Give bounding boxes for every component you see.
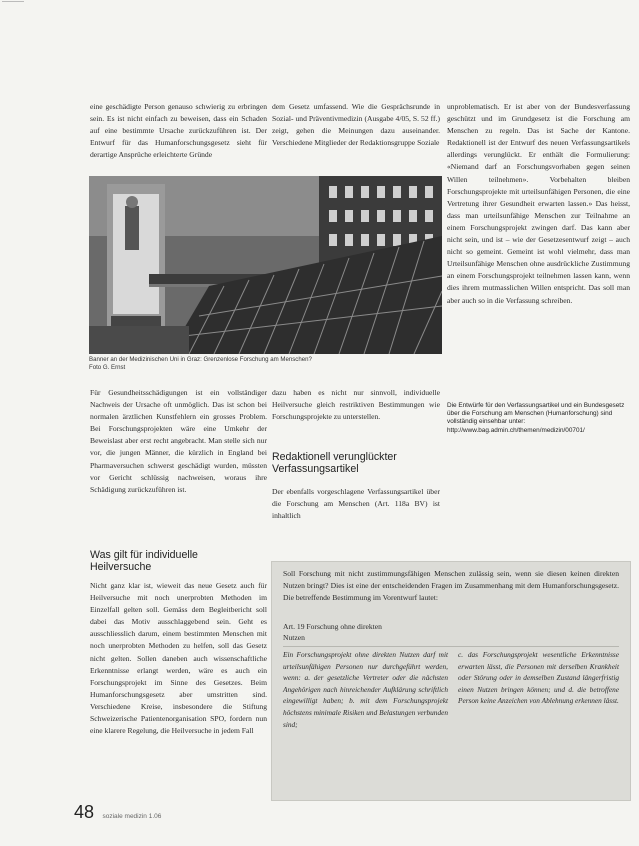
article-text-right: c. das Forschungsprojekt wesentliche Erkenntnisse erwarten lässt, die Personen mit derselben Krankheit oder Störung oder in demselben Zustand längerfristig einen Nutzen bringen können; und d. die betroffene Person keine Anzeichen von Ablehnung erkennen lässt. xyxy=(458,650,619,706)
side-note: Die Entwürfe für den Verfassungsartikel und ein Bundesgesetz über die Forschung am Menschen (Humanforschung) sind vollständig einsehbar unter: http://www.bag.admin.ch/themen/medizin/00701/ xyxy=(447,402,625,434)
building-photo xyxy=(89,176,442,354)
box-divider xyxy=(283,646,619,647)
page-footer xyxy=(74,802,161,823)
body-paragraph: Nicht ganz klar ist, wieweit das neue Gesetz auch für Heilversuche mit noch unerprobten Methoden im Einzelfall gelten soll. Gemäss dem Begleitbericht soll dabei das Motiv ausschlaggebend sein. Geht es ausschliesslich darum, einem bestimmten Menschen mit noch unerprobten Methoden zu helfen, soll das Gesetz nicht gelten. Sollen daneben auch wissenschaftliche Erkenntnisse erlangt werden, wäre es auch ein Forschungsprojekt im Sinne des Gesetzes. Beim Humanforschungsgesetz aber umstritten sind. Verschiedene Kreise, insbesondere die Stiftung Schweizerische Patientenorganisation SPO, fordern nun eine klarere Regelung, die Heilversuche in jedem Fall xyxy=(90,581,267,736)
scan-mark xyxy=(2,1,24,6)
body-paragraph: eine geschädigte Person genauso schwierig zu erbringen sein. Es ist nicht einfach zu beweisen, dass ein Schaden auf eine bestimmte Ursache zurückzuführen ist. Der Entwurf für das Humanforschungsgesetz sieht für derartige Ansprüche erleichterte Gründe xyxy=(90,102,267,160)
column-1-middle-text xyxy=(90,387,267,525)
body-paragraph: unproblematisch. Er ist aber von der Bundesverfassung geschützt und im Grundgesetz ist die Forschung am Menschen zu regeln. Das ist Sache der Kantone. Redaktionell ist der Entwurf des neuen Verfassungsartikels allerdings verunglückt. Er enthält die Formulierung: «Niemand darf an Forschungsvorhaben gegen seinen Willen teilnehmen». Vorbehalten bleiben Forschungsprojekte mit urteilsunfähigen Personen, die eine Vertretung ihrer Gesundheit erwarten lassen.» Das heisst, dass man urteilsunfähige Menschen zur Teilnahme an einem Forschungsprojekt zwingen darf. Das kann aber nicht sein, und ist – wie der Gesetzesentwurf zeigt – auch nicht so gemeint. Gemeint ist wohl vielmehr, dass man Urteilsunfähige Menschen ohne ausdrückliche Zustimmung an einem Forschungsprojekt teilnehmen lassen kann, wenn dies ihrem mutmasslichen Willen entspricht. Das soll man aber auch so in die Verfassung schreiben. xyxy=(447,102,630,305)
body-paragraph: Der ebenfalls vorgeschlagene Verfassungsartikel über die Forschung am Menschen (Art. 118a BV) ist inhaltlich xyxy=(272,487,440,521)
column-3-text xyxy=(447,101,630,393)
column-2-top-text xyxy=(272,101,440,171)
photo-caption xyxy=(89,356,442,372)
photo-illustration xyxy=(89,176,442,354)
publication-name: soziale medizin 1.06 xyxy=(102,813,162,820)
column-2-middle-text xyxy=(272,387,440,447)
body-paragraph: dem Gesetz umfassend. Wie die Gesprächsrunde in Sozial- und Präventivmedizin (Ausgabe 4/05, S. 52 ff.) zeigt, gehen die Meinungen dazu auseinander. Verschiedene Mitglieder der Redaktionsgruppe Soziale xyxy=(272,102,440,148)
body-paragraph: dazu haben es nicht nur sinnvoll, individuelle Heilversuche gleich restriktiven Bestimmungen wie Forschungsprojekte zu unterstellen. xyxy=(272,388,440,422)
page-number: 48 xyxy=(74,802,95,822)
column-2-lower-text xyxy=(272,486,440,522)
photo-credit: Foto G. Ernst xyxy=(89,364,126,371)
subheading-heilversuche: Was gilt für individuelle Heilversuche xyxy=(90,549,198,574)
article-text-left: Ein Forschungsprojekt ohne direkten Nutzen darf mit urteilsunfähigen Personen nur durchgeführt werden, wenn: a. der gesetzliche Vertreter oder die nächsten Angehörigen nach hinreichender Aufklärung schriftlich eingewilligt haben; b. mit dem Forschungsprojekt höchstens minimale Risiken und Belastungen verbunden sind; xyxy=(283,650,448,729)
subheading-redaktionell: Redaktionell verunglückter Verfassungsartikel xyxy=(272,451,397,476)
note-url[interactable]: http://www.bag.admin.ch/themen/medizin/00701/ xyxy=(447,426,585,434)
column-1-lower-text xyxy=(90,580,267,802)
article-title: Art. 19 Forschung ohne direkten Nutzen xyxy=(283,622,382,642)
info-box xyxy=(271,561,631,801)
body-paragraph: Für Gesundheitsschädigungen ist ein vollständiger Nachweis der Ursache oft unmöglich. Das ist schon bei normalen ärztlichen Kunstfehlern ein grosses Problem. Bei Forschungsprojekten wäre eine Umkehr der Beweislast aber erst recht angebracht. Man stelle sich nur vor, die jungen Männer, die kürzlich in England bei Pharmaversuchen schwerst geschädigt wurden, müssten vor Gericht schlüssig nachweisen, woraus ihre Schädigung zurückzuführen ist. xyxy=(90,388,267,494)
caption-line: Banner an der Medizinischen Uni in Graz: Grenzenlose Forschung am Menschen? xyxy=(89,356,312,363)
column-1-top-text xyxy=(90,101,267,171)
box-intro: Soll Forschung mit nicht zustimmungsfähigen Menschen zulässig sein, wenn sie diesen keinen direkten Nutzen bringt? Dies ist eine der entscheidenden Fragen im Zusammenhang mit dem Humanforschungsgesetz. Die betreffende Bestimmung im Vorentwurf lautet: xyxy=(283,569,619,603)
